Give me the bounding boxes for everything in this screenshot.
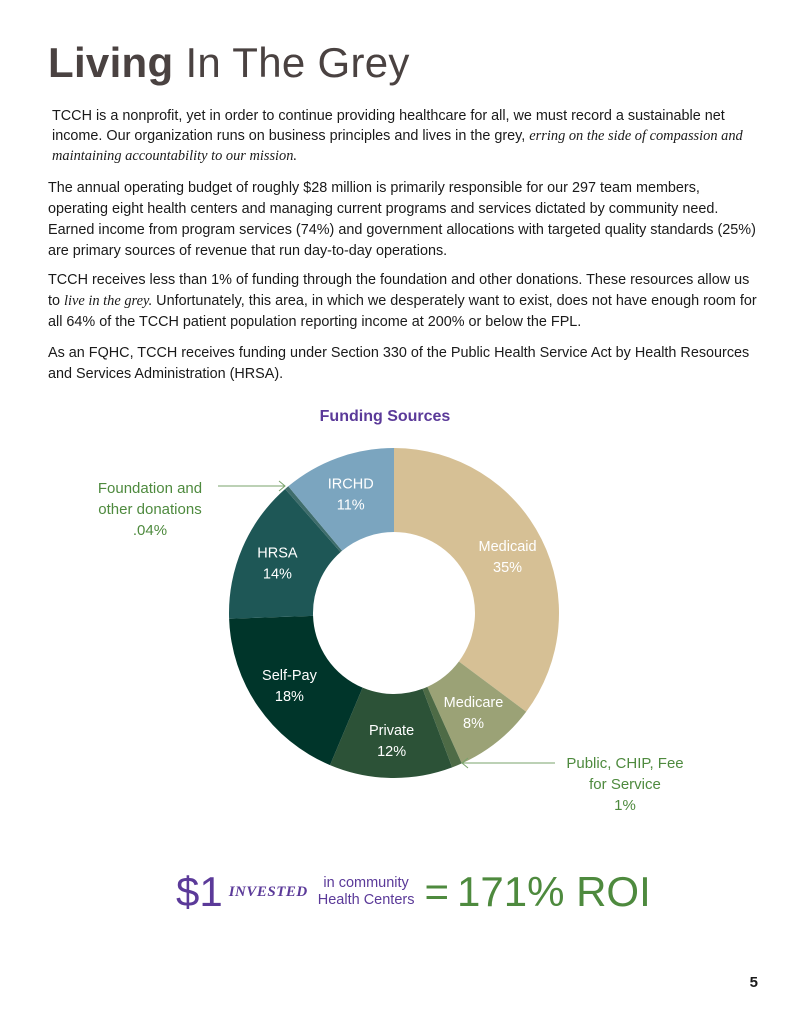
roi-context <box>318 875 415 909</box>
roi-context-line2: Health Centers <box>317 892 415 908</box>
donations-text-start: TCCH receives less than 1% of funding through the foundation and other donations. These resources allow us to <box>48 272 750 309</box>
page-title <box>48 40 410 86</box>
public-callout-line2: for Service <box>589 776 661 793</box>
budget-paragraph: The annual operating budget of roughly $28 million is primarily responsible for our 297 team members, operating eight health centers and managing current programs and services dictated by community need. Earned income from program services (74%) and government allocations with targeted quality standards (25%) are primary sources of revenue that run day-to-day operations. <box>48 180 756 259</box>
slice-label-private: Private <box>369 722 415 739</box>
slice-label-self-pay: Self-Pay <box>262 668 317 685</box>
slice-value-medicaid: 35% <box>493 560 523 577</box>
slice-value-private: 12% <box>377 743 407 760</box>
roi-dollar: $1 <box>176 868 223 915</box>
slice-value-irchd: 11% <box>336 497 365 514</box>
foundation-callout <box>80 478 220 541</box>
public-callout-line1: Public, CHIP, Fee <box>566 755 684 772</box>
slice-label-irchd: IRCHD <box>327 476 374 493</box>
page-title-bold: Living <box>48 39 174 86</box>
chart-title: Funding Sources <box>319 408 451 425</box>
intro-paragraph <box>52 106 757 166</box>
roi-banner <box>176 868 651 916</box>
slice-value-medicare: 8% <box>463 716 484 733</box>
foundation-callout-line1: Foundation and <box>97 480 203 497</box>
foundation-callout-line2: other donations <box>98 501 202 518</box>
intro-text: TCCH is a nonprofit, yet in order to continue providing healthcare for all, we must record a sustainable net income. Our organization runs on business principles and lives in the grey, <box>52 108 725 144</box>
slice-label-medicare: Medicare <box>443 695 504 712</box>
foundation-callout-value: .04% <box>132 522 168 539</box>
intro-emphasis: erring on the side of compassion and maintaining accountability to our mission. <box>52 128 743 164</box>
roi-equals: = <box>424 868 449 915</box>
donations-text-end: Unfortunately, this area, in which we desperately want to exist, does not have enough room for all 64% of the TCCH patient population reporting income at 200% or below the FPL. <box>48 293 757 330</box>
page-number: 5 <box>749 974 758 991</box>
roi-invested: INVESTED <box>228 883 308 900</box>
roi-context-line1: in community <box>323 875 409 891</box>
slice-medicaid <box>394 448 559 712</box>
public-callout-value: 1% <box>614 797 636 814</box>
slice-value-self-pay: 18% <box>274 689 304 706</box>
public-callout <box>550 753 700 816</box>
fqhc-paragraph: As an FQHC, TCCH receives funding under Section 330 of the Public Health Service Act by Health Resources and Services Administration (HRSA). <box>48 345 750 382</box>
page-title-rest: In The Grey <box>173 39 410 86</box>
slice-value-hrsa: 14% <box>262 566 292 583</box>
donations-emphasis: live in the grey. <box>64 293 153 309</box>
donations-paragraph <box>48 270 760 333</box>
roi-result: 171% ROI <box>457 868 651 915</box>
slice-label-medicaid: Medicaid <box>478 539 537 556</box>
slice-label-hrsa: HRSA <box>257 545 298 562</box>
